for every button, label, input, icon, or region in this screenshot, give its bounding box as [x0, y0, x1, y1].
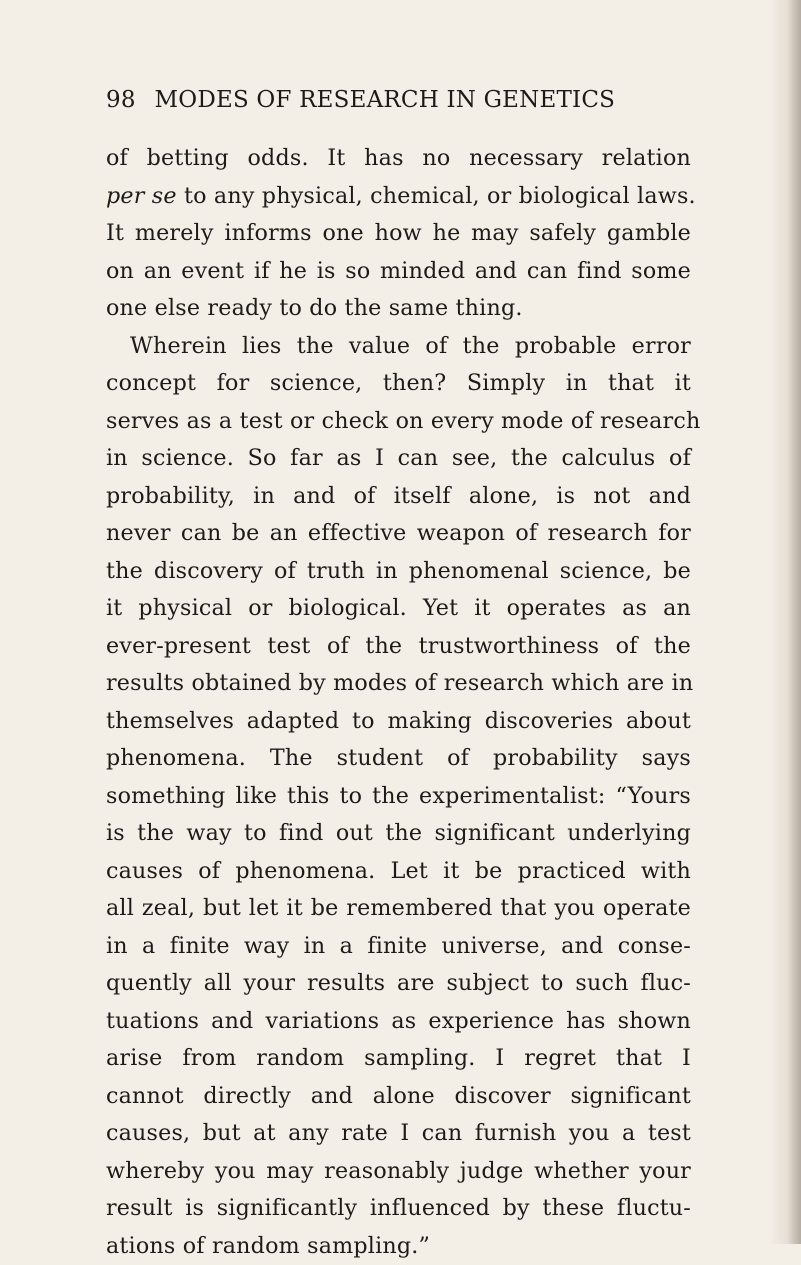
text-line-1: of betting odds. It has no necessary relation	[106, 140, 691, 178]
text-line-7: concept for science, then? Simply in that it	[106, 365, 691, 403]
text-line-25: arise from random sampling. I regret that I	[106, 1040, 691, 1078]
text-line-17: phenomena. The student of probability says	[106, 740, 691, 778]
running-head	[106, 87, 676, 121]
text-line-21: all zeal, but let it be remembered that you operate	[106, 890, 691, 928]
text-line-24: tuations and variations as experience has shown	[106, 1003, 691, 1041]
text-line-23: quently all your results are subject to such fluc-	[106, 965, 691, 1003]
page-number: 98	[106, 87, 134, 113]
text-line-4: on an event if he is so minded and can find some	[106, 253, 691, 291]
text-line-29: result is significantly influenced by these fluctu-	[106, 1190, 691, 1228]
paragraph-2-first-line: Wherein lies the value of the probable error	[106, 328, 691, 366]
text-line-22: in a finite way in a finite universe, and conse-	[106, 928, 691, 966]
text-line-20: causes of phenomena. Let it be practiced with	[106, 853, 691, 891]
text-line-8: serves as a test or check on every mode of research	[106, 403, 691, 441]
text-line-3: It merely informs one how he may safely gamble	[106, 215, 691, 253]
text-line-11: never can be an effective weapon of research for	[106, 515, 691, 553]
text-line-5: one else ready to do the same thing.	[106, 290, 691, 328]
text-line-28: whereby you may reasonably judge whether your	[106, 1153, 691, 1191]
text-line-26: cannot directly and alone discover significant	[106, 1078, 691, 1116]
text-line-2	[106, 178, 691, 216]
text-line-10: probability, in and of itself alone, is not and	[106, 478, 691, 516]
running-title: MODES OF RESEARCH IN GENETICS	[155, 87, 616, 113]
text-line-19: is the way to find out the significant underlying	[106, 815, 691, 853]
body-text	[106, 140, 691, 1160]
text-line-2-rest: to any physical, chemical, or biological laws.	[177, 183, 696, 209]
text-line-16: themselves adapted to making discoveries about	[106, 703, 691, 741]
page-edge-shadow	[787, 0, 801, 1244]
text-line-14: ever-present test of the trustworthiness of the	[106, 628, 691, 666]
text-line-30: ations of random sampling.”	[106, 1228, 691, 1265]
latin-phrase-per-se: per se	[106, 183, 177, 209]
text-line-13: it physical or biological. Yet it operates as an	[106, 590, 691, 628]
text-line-27: causes, but at any rate I can furnish you a test	[106, 1115, 691, 1153]
text-line-12: the discovery of truth in phenomenal science, be	[106, 553, 691, 591]
text-line-15: results obtained by modes of research which are in	[106, 665, 691, 703]
text-line-18: something like this to the experimentalist: “Yours	[106, 778, 691, 816]
text-line-9: in science. So far as I can see, the calculus of	[106, 440, 691, 478]
